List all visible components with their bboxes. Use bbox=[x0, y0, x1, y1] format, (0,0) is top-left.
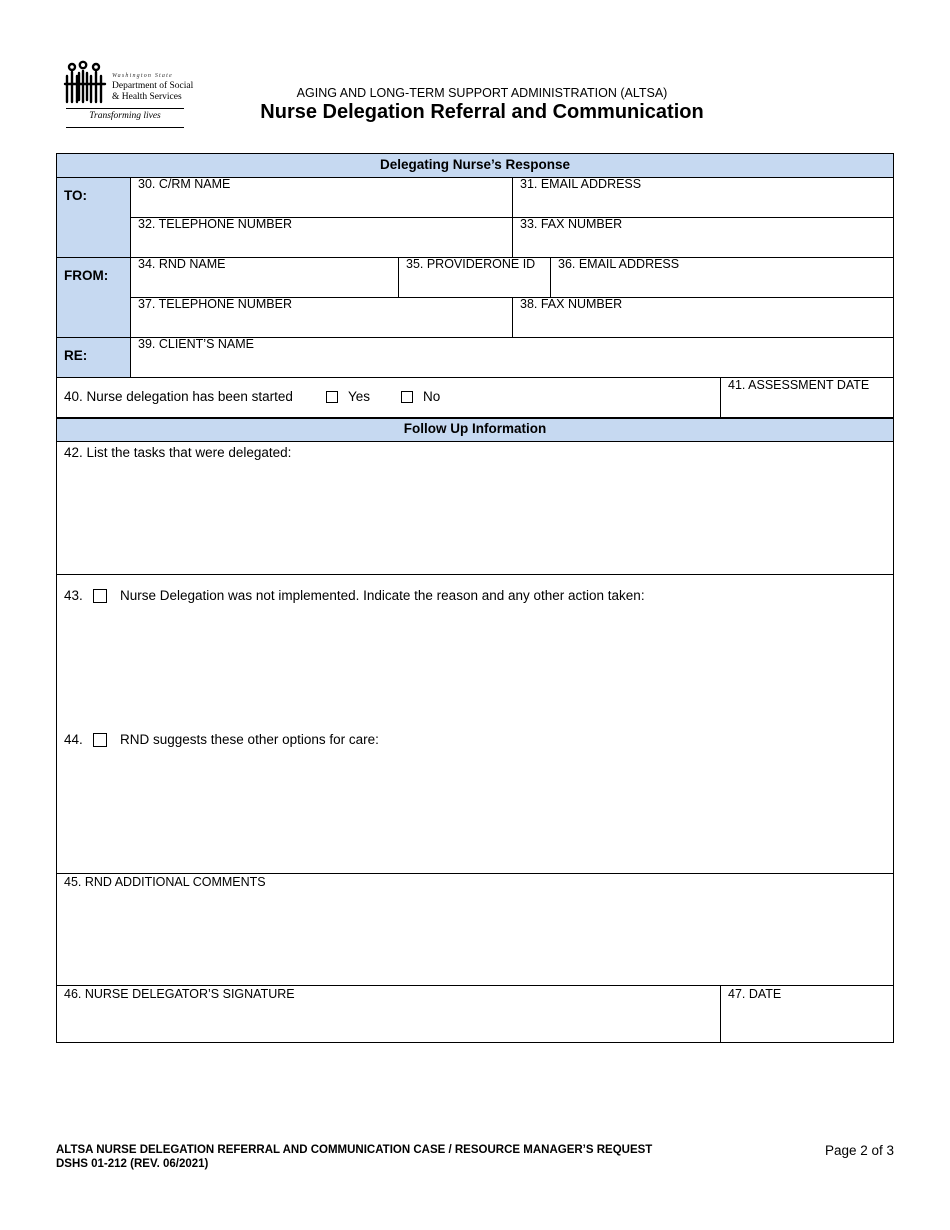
not-implemented-checkbox[interactable] bbox=[93, 589, 107, 603]
to-label: TO: bbox=[64, 188, 87, 203]
followup-header: Follow Up Information bbox=[403, 421, 547, 436]
logo-dept-line2: & Health Services bbox=[112, 92, 182, 102]
field-telephone-from[interactable]: 37. TELEPHONE NUMBER bbox=[138, 297, 292, 311]
yes-checkbox[interactable] bbox=[326, 391, 338, 403]
field-telephone-to[interactable]: 32. TELEPHONE NUMBER bbox=[138, 217, 292, 231]
other-options-label: RND suggests these other options for care: bbox=[120, 732, 379, 747]
field-additional-comments[interactable]: 45. RND ADDITIONAL COMMENTS bbox=[64, 875, 266, 889]
other-options-checkbox[interactable] bbox=[93, 733, 107, 747]
response-header: Delegating Nurse’s Response bbox=[379, 157, 571, 172]
yes-label: Yes bbox=[348, 389, 371, 404]
field-nurse-signature[interactable]: 46. NURSE DELEGATOR’S SIGNATURE bbox=[64, 987, 295, 1001]
logo-department bbox=[112, 81, 193, 103]
field-client-name[interactable]: 39. CLIENT’S NAME bbox=[138, 337, 255, 351]
no-checkbox[interactable] bbox=[401, 391, 413, 403]
logo-divider bbox=[66, 108, 184, 109]
form-title: Nurse Delegation Referral and Communication bbox=[260, 101, 704, 123]
footer-form-number: DSHS 01-212 (REV. 06/2021) bbox=[56, 1158, 209, 1170]
field-fax-from[interactable]: 38. FAX NUMBER bbox=[520, 297, 623, 311]
agency-name: AGING AND LONG-TERM SUPPORT ADMINISTRATION (ALTSA) bbox=[296, 86, 668, 100]
field-crm-name[interactable]: 30. C/RM NAME bbox=[138, 177, 231, 191]
logo-dept-line1: Department of Social bbox=[112, 81, 194, 91]
not-implemented-area[interactable] bbox=[57, 608, 893, 718]
item-43-number: 43. bbox=[64, 588, 83, 603]
delegated-tasks-label: 42. List the tasks that were delegated: bbox=[64, 445, 292, 460]
field-providerone-id[interactable]: 35. PROVIDERONE ID bbox=[406, 257, 536, 271]
field-rnd-name[interactable]: 34. RND NAME bbox=[138, 257, 226, 271]
dshs-figures-icon bbox=[63, 60, 108, 106]
from-label: FROM: bbox=[64, 268, 109, 283]
logo-state: Washington State bbox=[112, 73, 173, 79]
re-label: RE: bbox=[64, 348, 88, 363]
delegated-tasks-area[interactable] bbox=[57, 461, 893, 573]
field-fax-to[interactable]: 33. FAX NUMBER bbox=[520, 217, 623, 231]
no-label: No bbox=[423, 389, 441, 404]
dshs-logo bbox=[63, 60, 194, 130]
field-signature-date[interactable]: 47. DATE bbox=[728, 987, 782, 1001]
field-assessment-date[interactable]: 41. ASSESSMENT DATE bbox=[728, 378, 870, 392]
not-implemented-label: Nurse Delegation was not implemented. Indicate the reason and any other action taken: bbox=[120, 588, 645, 603]
item-44-number: 44. bbox=[64, 732, 83, 747]
logo-tagline: Transforming lives bbox=[89, 111, 161, 121]
delegation-started-label: 40. Nurse delegation has been started bbox=[64, 389, 293, 404]
field-email-address-to[interactable]: 31. EMAIL ADDRESS bbox=[520, 177, 642, 191]
page-number: Page 2 of 3 bbox=[824, 1143, 894, 1158]
footer-form-name: ALTSA NURSE DELEGATION REFERRAL AND COMMUNICATION CASE / RESOURCE MANAGER’S REQUEST bbox=[56, 1144, 653, 1156]
other-options-area[interactable] bbox=[57, 753, 893, 871]
logo-divider-bottom bbox=[66, 127, 184, 128]
field-email-address-from[interactable]: 36. EMAIL ADDRESS bbox=[558, 257, 680, 271]
referral-form bbox=[56, 153, 894, 1043]
